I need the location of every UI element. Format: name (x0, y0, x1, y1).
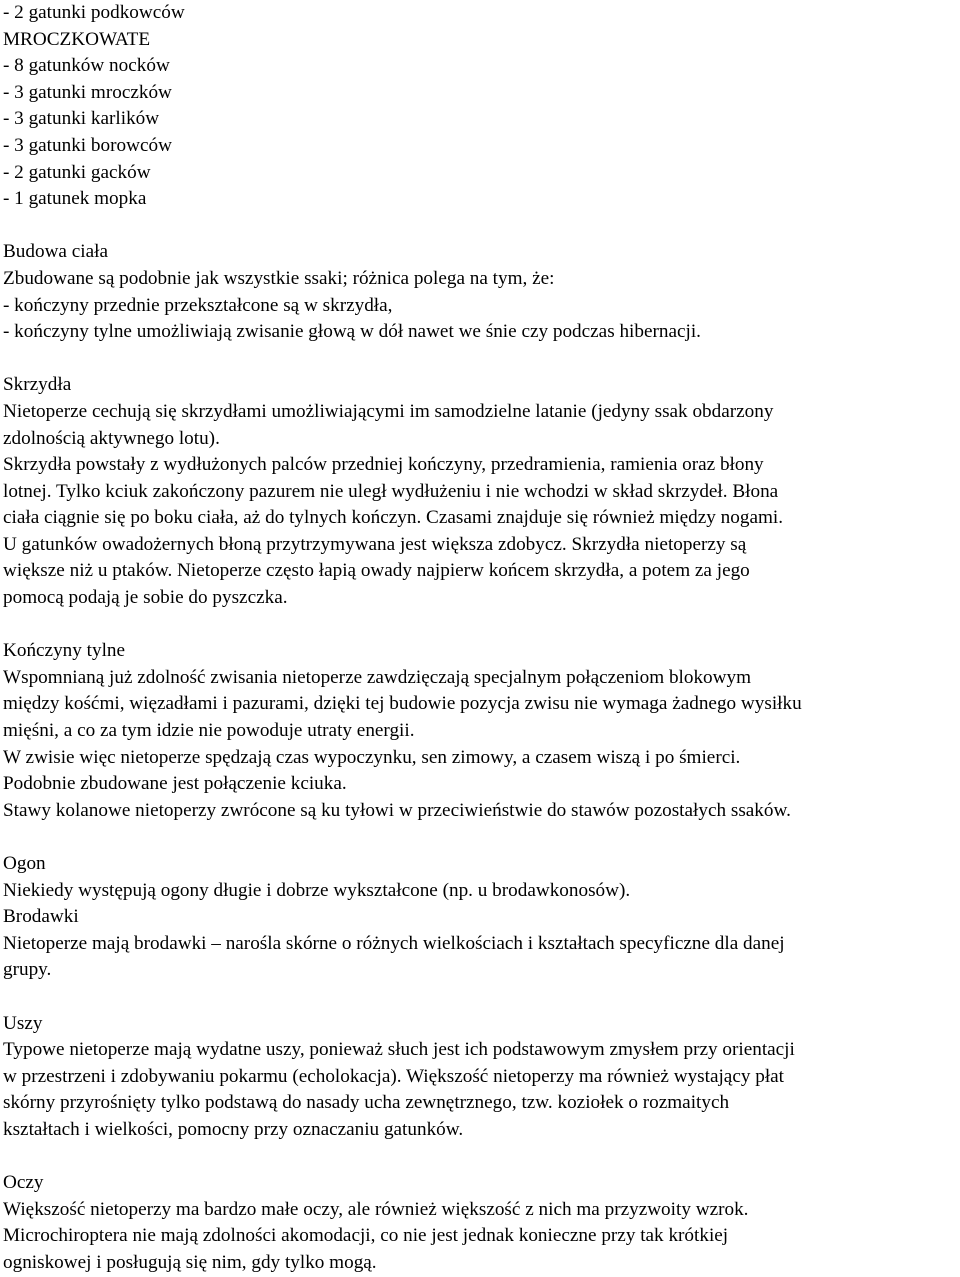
text-line: ciała ciągnie się po boku ciała, aż do tylnych kończyn. Czasami znajduje się również między nogami. (3, 507, 784, 529)
list-item: - 2 gatunki gacków (3, 161, 151, 183)
section-heading: Brodawki (3, 906, 79, 928)
section-heading: Uszy (3, 1012, 43, 1034)
text-line: skórny przyrośnięty tylko podstawą do nasady ucha zewnętrznego, tzw. koziołek o rozmaitych (3, 1092, 730, 1114)
text-line: kształtach i wielkości, pomocny przy oznaczaniu gatunków. (3, 1118, 464, 1140)
text-line: Microchiroptera nie mają zdolności akomodacji, co nie jest jednak konieczne przy tak krótkiej (3, 1225, 729, 1247)
text-line: Stawy kolanowe nietoperzy zwrócone są ku tyłowi w przeciwieństwie do stawów pozostałych ssaków. (3, 799, 791, 821)
list-item: - 3 gatunki karlików (3, 108, 160, 130)
text-line: ogniskowej i posługują się nim, gdy tylko mogą. (3, 1251, 377, 1273)
text-line: U gatunków owadożernych błoną przytrzymywana jest większa zdobycz. Skrzydła nietoperzy są (3, 533, 747, 555)
text-line: zdolnością aktywnego lotu). (3, 427, 220, 449)
text-line: grupy. (3, 959, 52, 981)
document-page (3, 0, 958, 1277)
text-line: - kończyny przednie przekształcone są w skrzydła, (3, 294, 393, 316)
list-item: - 2 gatunki podkowców (3, 2, 185, 23)
text-line: pomocą podają je sobie do pyszczka. (3, 587, 288, 609)
text-line: W zwisie więc nietoperze spędzają czas wypoczynku, sen zimowy, a czasem wiszą i po śmierci. (3, 746, 741, 768)
text-line: Typowe nietoperze mają wydatne uszy, ponieważ słuch jest ich podstawowym zmysłem przy orientacji (3, 1039, 795, 1061)
text-line: Niekiedy występują ogony długie i dobrze wykształcone (np. u brodawkonosów). (3, 879, 631, 901)
paragraph-gap (3, 984, 958, 1011)
species-list (3, 0, 958, 213)
paragraph-gap (3, 824, 958, 851)
section-heading: Kończyny tylne (3, 640, 126, 662)
text-line: Podobnie zbudowane jest połączenie kciuka. (3, 773, 347, 795)
text-line: lotnej. Tylko kciuk zakończony pazurem nie uległ wydłużeniu i nie wchodzi w skład skrzydeł. Błona (3, 480, 779, 502)
paragraph-gap (3, 213, 958, 240)
section-heading: Ogon (3, 853, 46, 874)
section-budowa (3, 239, 958, 345)
list-item: - 1 gatunek mopka (3, 188, 147, 210)
paragraph-gap (3, 1144, 958, 1171)
section-oczy (3, 1170, 958, 1276)
text-line: Skrzydła powstały z wydłużonych palców przedniej kończyny, przedramienia, ramienia oraz błony (3, 454, 764, 476)
section-uszy (3, 1011, 958, 1144)
section-ogon (3, 851, 958, 904)
section-heading: Skrzydła (3, 374, 72, 396)
text-line: - kończyny tylne umożliwiają zwisanie głową w dół nawet we śnie czy podczas hibernacji. (3, 321, 701, 343)
section-skrzydla (3, 372, 958, 611)
text-line: Nietoperze mają brodawki – narośla skórne o różnych wielkościach i kształtach specyficzne dla danej (3, 932, 785, 954)
list-item: - 8 gatunków nocków (3, 55, 170, 77)
text-line: większe niż u ptaków. Nietoperze często łapią owady najpierw końcem skrzydła, a potem za jego (3, 560, 750, 582)
section-brodawki (3, 904, 958, 984)
text-line: Wspomnianą już zdolność zwisania nietoperze zawdzięczają specjalnym połączeniom blokowym (3, 666, 752, 688)
paragraph-gap (3, 346, 958, 373)
list-item: - 3 gatunki mroczków (3, 81, 172, 103)
list-item: - 3 gatunki borowców (3, 134, 172, 156)
text-line: w przestrzeni i zdobywaniu pokarmu (echolokacja). Większość nietoperzy ma również wystający płat (3, 1065, 784, 1087)
paragraph-gap (3, 612, 958, 639)
text-line: mięśni, a co za tym idzie nie powoduje utraty energii. (3, 720, 415, 742)
section-konczyny-tylne (3, 638, 958, 824)
section-heading-mroczkowate: MROCZKOWATE (3, 28, 151, 50)
text-line: Zbudowane są podobnie jak wszystkie ssaki; różnica polega na tym, że: (3, 267, 555, 289)
section-heading: Budowa ciała (3, 241, 108, 263)
text-line: Większość nietoperzy ma bardzo małe oczy, ale również większość z nich ma przyzwoity wzrok. (3, 1198, 749, 1220)
text-line: Nietoperze cechują się skrzydłami umożliwiającymi im samodzielne latanie (jedyny ssak obdarzony (3, 400, 774, 422)
section-heading: Oczy (3, 1172, 44, 1194)
text-line: między kośćmi, więzadłami i pazurami, dzięki tej budowie pozycja zwisu nie wymaga żadnego wysiłku (3, 693, 802, 715)
